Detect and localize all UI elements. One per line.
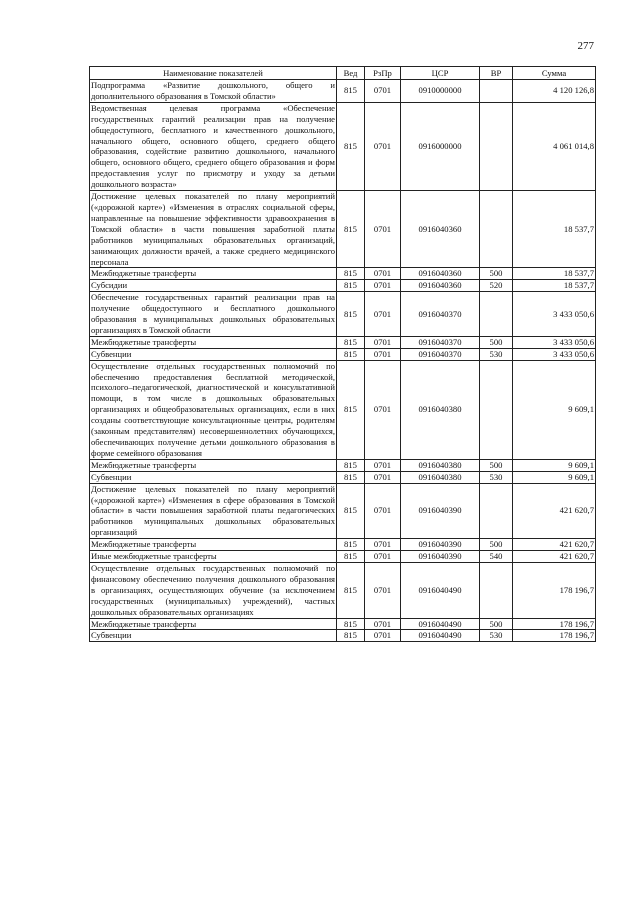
table-row	[90, 191, 596, 268]
cell-vr: 500	[480, 268, 513, 280]
cell-vr	[480, 483, 513, 539]
cell-csr: 0916040380	[401, 360, 480, 459]
table-row	[90, 551, 596, 563]
cell-name: Субвенции	[90, 348, 337, 360]
cell-rzpr: 0701	[365, 268, 401, 280]
table-row	[90, 292, 596, 337]
cell-vr: 530	[480, 630, 513, 642]
cell-ved: 815	[337, 268, 365, 280]
cell-ved: 815	[337, 336, 365, 348]
cell-sum: 178 196,7	[513, 630, 596, 642]
cell-rzpr: 0701	[365, 336, 401, 348]
table-row	[90, 539, 596, 551]
table-row	[90, 80, 596, 103]
table-row	[90, 618, 596, 630]
table-row	[90, 268, 596, 280]
cell-name: Достижение целевых показателей по плану мероприятий («дорожной карте») «Изменения в сфере образования в Томской области» в части повышения заработной платы педагогических работников муниципальных дошкольных образовательных организаций	[91, 483, 335, 538]
cell-name: Ведомственная целевая программа «Обеспечение государственных гарантий реализации прав на получение общедоступного, бесплатного и качественного дошкольного, начального общего, основного общего, среднего общего образования, содействие развитию дошкольного, начального общего, основного общего, среднего общего образования и форм предоставления услуг по присмотру и уходу за детьми дошкольного возраста»	[91, 102, 335, 190]
cell-ved: 815	[337, 630, 365, 642]
cell-vr: 500	[480, 336, 513, 348]
table-row	[90, 630, 596, 642]
cell-ved: 815	[337, 360, 365, 459]
table-row	[90, 360, 596, 459]
cell-rzpr: 0701	[365, 80, 401, 103]
cell-sum: 3 433 050,6	[513, 292, 596, 337]
cell-vr	[480, 292, 513, 337]
cell-ved: 815	[337, 280, 365, 292]
cell-rzpr: 0701	[365, 360, 401, 459]
cell-csr: 0916040360	[401, 268, 480, 280]
cell-csr: 0916040380	[401, 471, 480, 483]
table-row	[90, 102, 596, 190]
cell-sum: 4 061 014,8	[513, 102, 596, 190]
cell-csr: 0916040390	[401, 551, 480, 563]
header-rzpr: РзПр	[365, 67, 401, 80]
cell-rzpr: 0701	[365, 191, 401, 268]
cell-name: Достижение целевых показателей по плану мероприятий («дорожной карте») «Изменения в отраслях социальной сферы, направленные на повышение эффективности здравоохранения в Томской области» в части повышения заработной платы работников муниципальных образовательных организаций, занимающих должности врачей, а также среднего медицинского персонала	[91, 191, 335, 267]
cell-csr: 0916040390	[401, 539, 480, 551]
cell-vr: 520	[480, 280, 513, 292]
cell-sum: 421 620,7	[513, 483, 596, 539]
cell-rzpr: 0701	[365, 459, 401, 471]
cell-vr	[480, 102, 513, 190]
cell-sum: 18 537,7	[513, 280, 596, 292]
cell-name: Субвенции	[90, 471, 337, 483]
cell-rzpr: 0701	[365, 292, 401, 337]
cell-vr: 530	[480, 471, 513, 483]
cell-sum: 178 196,7	[513, 618, 596, 630]
cell-sum: 9 609,1	[513, 459, 596, 471]
cell-sum: 9 609,1	[513, 471, 596, 483]
cell-csr: 0916040390	[401, 483, 480, 539]
cell-ved: 815	[337, 471, 365, 483]
cell-name: Осуществление отдельных государственных полномочий по финансовому обеспечению получения дошкольного образования в организациях, осуществляющих обучение (за исключением государственных (муниципальных) учреждений), частных дошкольных образовательных организациях	[91, 562, 335, 617]
cell-ved: 815	[337, 102, 365, 190]
cell-ved: 815	[337, 348, 365, 360]
cell-sum: 421 620,7	[513, 551, 596, 563]
table-row	[90, 336, 596, 348]
cell-vr: 500	[480, 539, 513, 551]
cell-name: Межбюджетные трансферты	[90, 459, 337, 471]
budget-table	[89, 66, 596, 642]
header-name: Наименование показателей	[90, 67, 337, 80]
cell-rzpr: 0701	[365, 630, 401, 642]
cell-rzpr: 0701	[365, 471, 401, 483]
cell-csr: 0916040370	[401, 336, 480, 348]
header-vr: ВР	[480, 67, 513, 80]
cell-name: Субвенции	[90, 630, 337, 642]
cell-rzpr: 0701	[365, 348, 401, 360]
cell-vr	[480, 80, 513, 103]
table-row	[90, 483, 596, 539]
cell-csr: 0916000000	[401, 102, 480, 190]
cell-csr: 0916040380	[401, 459, 480, 471]
cell-rzpr: 0701	[365, 562, 401, 618]
table-row	[90, 471, 596, 483]
cell-ved: 815	[337, 618, 365, 630]
cell-sum: 3 433 050,6	[513, 336, 596, 348]
cell-sum: 421 620,7	[513, 539, 596, 551]
cell-csr: 0916040370	[401, 292, 480, 337]
cell-ved: 815	[337, 292, 365, 337]
cell-ved: 815	[337, 483, 365, 539]
header-ved: Вед	[337, 67, 365, 80]
table-header-row	[90, 67, 596, 80]
cell-rzpr: 0701	[365, 551, 401, 563]
cell-name: Подпрограмма «Развитие дошкольного, общего и дополнительного образования в Томской области»	[91, 80, 335, 101]
table-row	[90, 562, 596, 618]
cell-rzpr: 0701	[365, 280, 401, 292]
cell-name: Субсидии	[90, 280, 337, 292]
cell-vr: 500	[480, 618, 513, 630]
cell-name: Межбюджетные трансферты	[90, 336, 337, 348]
cell-csr: 0916040370	[401, 348, 480, 360]
cell-csr: 0910000000	[401, 80, 480, 103]
cell-vr: 530	[480, 348, 513, 360]
cell-ved: 815	[337, 539, 365, 551]
cell-csr: 0916040360	[401, 280, 480, 292]
cell-rzpr: 0701	[365, 483, 401, 539]
cell-sum: 18 537,7	[513, 268, 596, 280]
table-row	[90, 348, 596, 360]
cell-name: Иные межбюджетные трансферты	[90, 551, 337, 563]
cell-rzpr: 0701	[365, 539, 401, 551]
cell-sum: 3 433 050,6	[513, 348, 596, 360]
cell-vr	[480, 191, 513, 268]
cell-vr: 500	[480, 459, 513, 471]
cell-csr: 0916040490	[401, 562, 480, 618]
cell-sum: 178 196,7	[513, 562, 596, 618]
header-csr: ЦСР	[401, 67, 480, 80]
cell-name: Осуществление отдельных государственных полномочий по обеспечению предоставления бесплатной методической, психолого–педагогической, диагностической и консультативной помощи, в том числе в дошкольных образовательных организациях и общеобразовательных организациях, если в них созданы соответствующие консультационные центры, родителям (законным представителям) несовершеннолетних обучающихся, обеспечивающих получение детьми дошкольного образования в форме семейного образования	[91, 360, 335, 458]
cell-csr: 0916040490	[401, 630, 480, 642]
cell-name: Обеспечение государственных гарантий реализации прав на получение общедоступного и бесплатного дошкольного образования в муниципальных дошкольных образовательных организациях в Томской области	[91, 292, 335, 335]
cell-csr: 0916040490	[401, 618, 480, 630]
cell-rzpr: 0701	[365, 618, 401, 630]
cell-ved: 815	[337, 80, 365, 103]
header-sum: Сумма	[513, 67, 596, 80]
cell-sum: 18 537,7	[513, 191, 596, 268]
cell-ved: 815	[337, 551, 365, 563]
cell-name: Межбюджетные трансферты	[90, 539, 337, 551]
cell-sum: 4 120 126,8	[513, 80, 596, 103]
page-number: 277	[577, 40, 594, 52]
cell-name: Межбюджетные трансферты	[90, 618, 337, 630]
cell-vr	[480, 360, 513, 459]
cell-sum: 9 609,1	[513, 360, 596, 459]
table-row	[90, 280, 596, 292]
cell-vr	[480, 562, 513, 618]
cell-ved: 815	[337, 562, 365, 618]
cell-csr: 0916040360	[401, 191, 480, 268]
cell-vr: 540	[480, 551, 513, 563]
cell-ved: 815	[337, 191, 365, 268]
cell-name: Межбюджетные трансферты	[90, 268, 337, 280]
table-row	[90, 459, 596, 471]
cell-rzpr: 0701	[365, 102, 401, 190]
cell-ved: 815	[337, 459, 365, 471]
